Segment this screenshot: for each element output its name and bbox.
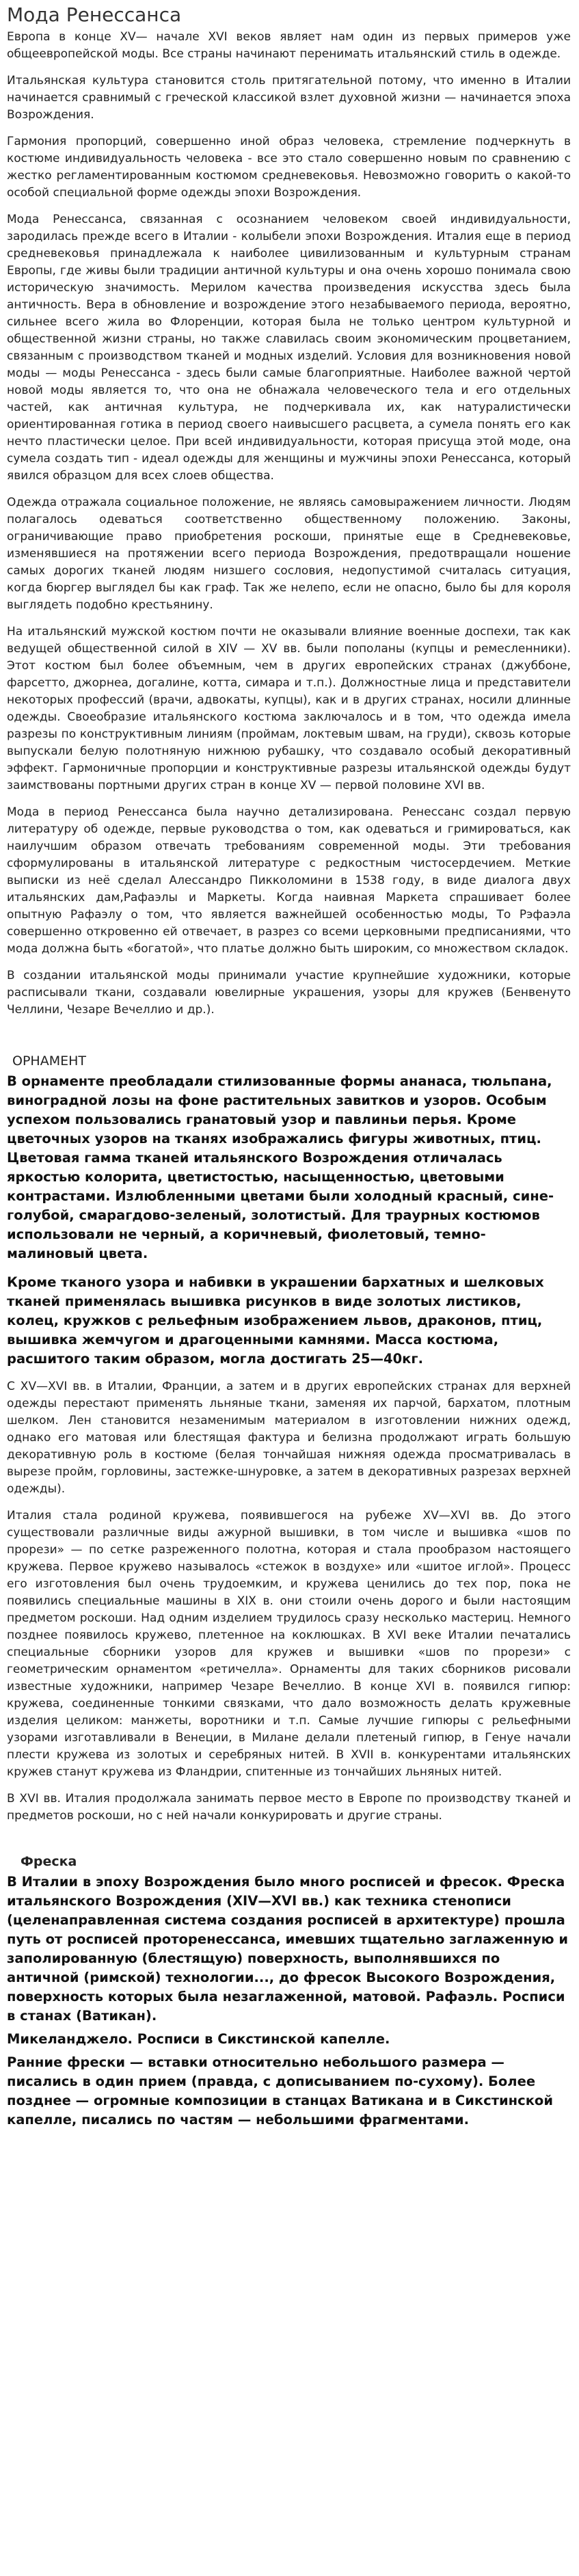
section-spacer <box>7 1028 571 1051</box>
page-title: Мода Ренессанса <box>7 3 182 26</box>
intro-paragraph: Мода в период Ренессанса была научно детализирована. Ренессанс создал первую литературу об одежде, первые руководства о том, как одеваться и гримироваться, как наилучшим образом отвечать требованиям современной моды. Эти требования сформулированы в итальянской литературе с редкостным чистосердечием. Меткие выписки из неё сделал Алессандро Пикколомини в 1538 году, в виде диалога двух итальянских дам,Рафаэлы и Маркеты. Когда наивная Маркета спрашивает более опытную Рафаэлу о том, что является важнейшей особенностью моды, То Рэфаэла совершенно откровенно ей отвечает, в разрез со всеми церковными предписаниями, что мода должна быть «богатой», что платье должно быть широким, со множеством складок. <box>7 805 571 956</box>
fresco-bold-paragraph: В Италии в эпоху Возрождения было много росписей и фресок. Фреска итальянского Возрождения (XIV—XVI вв.) как техника стенописи (целенаправленная система создания росписей в архитектуре) прошла путь от росписей проторенессанса, имевших тщательно заглаженную и заполированную (блестящую) поверхность, выполнявшихся по античной (римской) технологии..., до фресок Высокого Возрождения, поверхность которых была незаглаженной, матовой. Рафаэль. Росписи в станах (Ватикан). <box>7 1874 568 2024</box>
ornament-paragraph: Италия стала родиной кружева, появившегося на рубеже XV—XVI вв. До этого существовали различные виды ажурной вышивки, в том числе и вышивка «шов по прорези» — по сетке разреженного полотна, которая и стала прообразом настоящего кружева. Первое кружево называлось «стежок в воздухе» или «шитое иглой». Процесс его изготовления был очень трудоемким, и кружева ценились до тех пор, пока не появились специальные машины в XIX в. они стоили очень дорого и были настоящим предметом роскоши. Над одним изделием трудилось сразу несколько мастериц. Немного позднее появилось кружево, плетенное на коклюшках. В XVI веке Италии печатались специальные сборники узоров для кружев и вышивки «шов по прорези» с геометрическим орнаментом «ретичелла». Орнаменты для таких сборников рисовали известные художники, например Чезаре Вечеллио. В конце XVI в. появился гипюр: кружева, соединенные тонкими связками, что дало возможность делать кружевные изделия целиком: манжеты, воротники и т.п. Самые лучшие гипюры с рельефными узорами изготавливали в Венеции, в Милане делали плетеный гипюр, в Генуе начали плести кружева из золотых и серебряных нитей. В XVII в. конкурентами итальянских кружев станут кружева из Фландрии, спитенные из тончайших льняных нитей. <box>7 1509 571 1779</box>
section-spacer <box>7 1834 571 1852</box>
intro-paragraph: Европа в конце XV— начале XVI веков являет нам один из первых примеров уже общеевропейской моды. Все страны начинают перенимать итальянский стиль в одежде. <box>7 30 571 61</box>
intro-paragraph: На итальянский мужской костюм почти не оказывали влияние военные доспехи, так как ведущей общественной силой в XIV — XV вв. были пополаны (купцы и ремесленники). Этот костюм был более объемным, чем в других европейских странах (джуббоне, фарсетто, джорнеа, догалине, котта, симара и т.п.). Должностные лица и представители некоторых профессий (врачи, адвокаты, купцы), как и в других странах, носили длинные одежды. Своеобразие итальянского костюма заключалось и в том, что одежда имела разрезы по конструктивным линиям (проймам, локтевым швам, на груди), сквозь которые выпускали белую полотняную нижнюю рубашку, что создавало особый декоративный эффект. Гармоничные пропорции и конструктивные разрезы итальянской одежды будут заимствованы портными других стран в конце XV — первой половине XVI вв. <box>7 625 571 792</box>
ornament-bold-paragraph: В орнаменте преобладали стилизованные формы ананаса, тюльпана, виноградной лозы на фоне растительных завитков и узоров. Особым успехом пользовались гранатовый узор и павлиньи перья. Кроме цветочных узоров на тканях изображались фигуры животных, птиц. Цветовая гамма тканей итальянского Возрождения отличалась яркостью колорита, цветистостью, насыщенностью, цветовыми контрастами. Излюбленными цветами были холодный красный, сине-голубой, смарагдово-зеленый, золотистый. Для траурных костюмов использовали не черный, а коричневый, фиолетовый, темно-малиновый цвета. <box>7 1073 554 1261</box>
intro-section <box>7 29 571 1019</box>
intro-paragraph: Итальянская культура становится столь притягательной потому, что именно в Италии начинается сравнимый с греческой классикой взлет духовной жизни — начинается эпоха Возрождения. <box>7 74 571 122</box>
intro-paragraph: В создании итальянской моды принимали участие крупнейшие художники, которые расписывали ткани, создавали ювелирные украшения, узоры для кружев (Бенвенуто Челлини, Чезаре Вечеллио и др.). <box>7 969 571 1017</box>
fresco-bold-paragraph: Микеланджело. Росписи в Сикстинской капелле. <box>7 2031 390 2047</box>
ornament-heading: ОРНАМЕНТ <box>12 1054 86 1069</box>
fresco-section <box>7 1852 571 2130</box>
ornament-bold-paragraph: Кроме тканого узора и набивки в украшении бархатных и шелковых тканей применялась вышивка рисунков в виде золотых листиков, колец, кружков с рельефным изображением львов, драконов, птиц, вышивка жемчугом и драгоценными камнями. Масса костюма, расшитого таким образом, могла достигать 25—40кг. <box>7 1274 544 1367</box>
ornament-paragraph: В XVI вв. Италия продолжала занимать первое место в Европе по производству тканей и предметов роскоши, но с ней начали конкурировать и другие страны. <box>7 1792 571 1823</box>
intro-paragraph: Мода Ренессанса, связанная с осознанием человеком своей индивидуальности, зародилась прежде всего в Италии - колыбели эпохи Возрождения. Италия еще в период средневековья принадлежала к наиболее цивилизованным и культурным странам Европы, где живы были традиции античной культуры и она очень хорошо понимала свою историческую значимость. Мерилом качества произведения искусства здесь была античность. Вера в обновление и возрождение этого незабываемого периода, вероятно, сильнее всего жила во Флоренции, которая была не только центром культурной и общественной жизни страны, но также славилась своим экономическим процветанием, связанным с производством тканей и модных изделий. Условия для возникновения новой моды — моды Ренессанса - здесь были самые благоприятные. Наиболее важной чертой новой моды является то, что она не обнажала человеческого тела и его отдельных частей, как античная культура, не подчеркивала их, как натуралистически ориентированная готика в период своего наивысшего расцвета, а сумела понять его как нечто пластически целое. При всей индивидуальности, которая присуща этой моде, она сумела создать тип - идеал одежды для женщины и мужчины эпохи Ренессанса, который явился образцом для всех слоев общества. <box>7 213 571 483</box>
ornament-section <box>7 1051 571 1825</box>
fresco-heading: Фреска <box>21 1854 77 1869</box>
intro-paragraph: Одежда отражала социальное положение, не являясь самовыражением личности. Людям полагалось одеваться соответственно общественному положению. Законы, ограничивающие право приобретения роскоши, принятые еще в Средневековье, изменявшиеся на протяжении всего периода Возрождения, предотвращали ношение самых дорогих тканей людям низшего сословия, недопустимой считалась ситуация, когда бюргер выглядел бы как граф. Так же нелепо, если не опасно, было бы для короля выглядеть подобно крестьянину. <box>7 496 571 612</box>
fresco-bold-paragraph: Ранние фрески — вставки относительно небольшого размера — писались в один прием (правда, с дописыванием по-сухому). Более позднее — огромные композиции в станцах Ватикана и в Сикстинской капелле, писались по частям — небольшими фрагментами. <box>7 2054 553 2128</box>
intro-paragraph: Гармония пропорций, совершенно иной образ человека, стремление подчеркнуть в костюме индивидуальность человека - все это стало совершенно новым по сравнению с жестко регламентированным костюмом средневековья. Невозможно говорить о какой-то особой специальной форме одежды эпохи Возрождения. <box>7 135 571 200</box>
ornament-paragraph: С XV—XVI вв. в Италии, Франции, а затем и в других европейских странах для верхней одежды перестают применять льняные ткани, заменяя их парчой, бархатом, плотным шелком. Лен становится незаменимым материалом в изготовлении нижних одежд, однако его матовая или блестящая фактура и белизна продолжают играть большую декоративную роль в костюме (белая тончайшая нижняя одежда просматривалась в вырезе пройм, горловины, застежке-шнуровке, а затем в декоративных разрезах верхней одежды). <box>7 1380 571 1496</box>
